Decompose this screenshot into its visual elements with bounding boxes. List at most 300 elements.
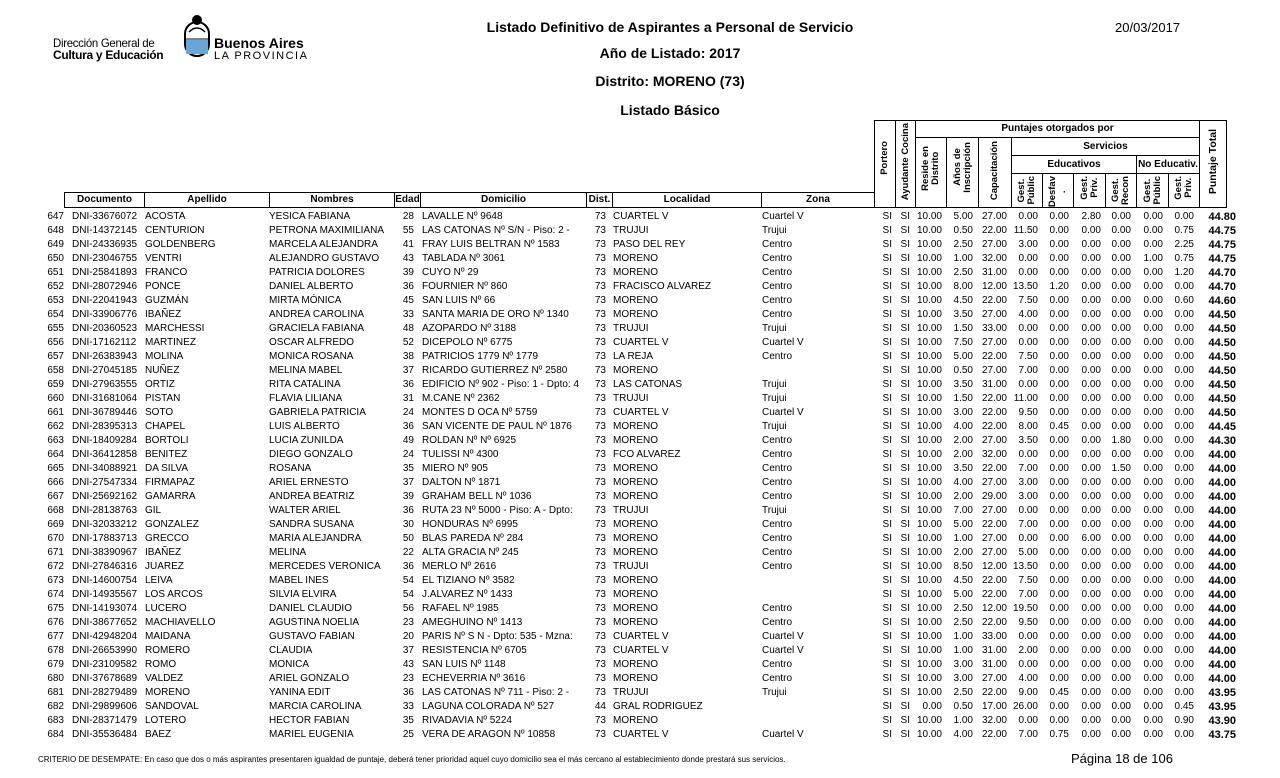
cell-nombres: HECTOR FABIAN	[269, 715, 350, 726]
cell-portero: SI	[882, 253, 892, 264]
cell-reside: 10.00	[916, 393, 942, 404]
cell-capacitacion: 32.00	[981, 253, 1007, 264]
col-gest-recon: Gest. Recon	[1105, 173, 1137, 208]
cell-documento: DNI-24336935	[72, 239, 138, 250]
cell-ayudante: SI	[900, 323, 910, 334]
cell-apellido: CENTURION	[145, 225, 205, 236]
cell-anios: 5.00	[953, 351, 973, 362]
cell-portero: SI	[882, 239, 892, 250]
row-index: 655	[47, 323, 64, 334]
cell-dist: 73	[594, 617, 606, 628]
cell-portero: SI	[882, 477, 892, 488]
cell-domicilio: SAN VICENTE DE PAUL Nº 1876	[422, 421, 572, 432]
cell-nombres: MARCIA CAROLINA	[269, 701, 362, 712]
cell-gest-public: 3.00	[1018, 477, 1038, 488]
cell-anios: 0.50	[953, 225, 973, 236]
cell-puntaje-total: 44.75	[1208, 253, 1236, 265]
cell-reside: 10.00	[916, 407, 942, 418]
cell-documento: DNI-28371479	[72, 715, 138, 726]
cell-puntaje-total: 44.00	[1208, 617, 1236, 629]
cell-gest-priv: 0.00	[1081, 295, 1101, 306]
cell-documento: DNI-20360523	[72, 323, 138, 334]
cell-gest-priv2: 0.45	[1174, 701, 1194, 712]
cell-documento: DNI-28138763	[72, 505, 138, 516]
cell-edad: 25	[402, 729, 414, 740]
cell-domicilio: RUTA 23 Nº 5000 - Piso: A - Dpto:	[422, 505, 573, 516]
cell-reside: 10.00	[916, 225, 942, 236]
cell-reside: 10.00	[916, 253, 942, 264]
cell-domicilio: VERA DE ARAGON Nº 10858	[422, 729, 556, 740]
col-educativos: Educativos	[1011, 155, 1137, 174]
cell-documento: DNI-27963555	[72, 379, 138, 390]
cell-domicilio: J.ALVAREZ Nº 1433	[422, 589, 513, 600]
cell-anios: 2.00	[953, 491, 973, 502]
cell-nombres: LUIS ALBERTO	[269, 421, 340, 432]
cell-desfav: 0.45	[1049, 421, 1069, 432]
cell-reside: 10.00	[916, 211, 942, 222]
cell-zona: Centro	[762, 239, 793, 250]
cell-edad: 31	[402, 393, 414, 404]
cell-apellido: SOTO	[145, 407, 174, 418]
table-row	[44, 518, 1244, 532]
cell-edad: 22	[402, 547, 414, 558]
cell-nombres: ANDREA CAROLINA	[269, 309, 365, 320]
cell-anios: 4.00	[953, 729, 973, 740]
cell-ayudante: SI	[900, 561, 910, 572]
row-index: 682	[47, 701, 64, 712]
cell-documento: DNI-27045185	[72, 365, 138, 376]
cell-anios: 1.00	[953, 253, 973, 264]
cell-apellido: MORENO	[145, 687, 190, 698]
cell-gest-public: 9.00	[1018, 687, 1038, 698]
cell-portero: SI	[882, 267, 892, 278]
cell-reside: 10.00	[916, 519, 942, 530]
cell-dist: 73	[594, 393, 606, 404]
cell-reside: 10.00	[916, 617, 942, 628]
cell-gest-public: 8.00	[1018, 421, 1038, 432]
cell-gest-public2: 0.00	[1143, 673, 1163, 684]
cell-capacitacion: 12.00	[981, 561, 1007, 572]
cell-gest-public2: 0.00	[1143, 729, 1163, 740]
cell-anios: 1.00	[953, 631, 973, 642]
cell-desfav: 0.00	[1049, 337, 1069, 348]
cell-ayudante: SI	[900, 463, 910, 474]
cell-domicilio: LAS CATONAS Nº S/N - Piso: 2 -	[422, 225, 570, 236]
table-row	[44, 658, 1244, 672]
cell-portero: SI	[882, 519, 892, 530]
cell-apellido: ROMERO	[145, 645, 190, 656]
cell-apellido: BAEZ	[145, 729, 172, 740]
province-sub: LA PROVINCIA	[214, 50, 309, 62]
cell-documento: DNI-36789446	[72, 407, 138, 418]
cell-documento: DNI-31681064	[72, 393, 138, 404]
cell-apellido: GOLDENBERG	[145, 239, 216, 250]
table-row	[44, 434, 1244, 448]
cell-portero: SI	[882, 379, 892, 390]
cell-puntaje-total: 44.60	[1208, 295, 1236, 307]
table-row	[44, 266, 1244, 280]
cell-gest-priv2: 0.00	[1174, 449, 1194, 460]
cell-gest-priv2: 0.75	[1174, 253, 1194, 264]
cell-domicilio: SAN LUIS Nº 1148	[422, 659, 506, 670]
cell-gest-priv2: 0.00	[1174, 435, 1194, 446]
cell-zona: Cuartel V	[762, 729, 804, 740]
cell-desfav: 0.00	[1049, 505, 1069, 516]
row-index: 656	[47, 337, 64, 348]
date: 20/03/2017	[1115, 20, 1181, 35]
cell-gest-recon: 0.00	[1111, 393, 1131, 404]
cell-reside: 10.00	[916, 449, 942, 460]
cell-desfav: 0.00	[1049, 463, 1069, 474]
cell-gest-recon: 0.00	[1111, 673, 1131, 684]
cell-domicilio: CUYO Nº 29	[422, 267, 479, 278]
cell-edad: 48	[402, 323, 414, 334]
cell-zona: Trujui	[762, 323, 787, 334]
cell-portero: SI	[882, 631, 892, 642]
cell-capacitacion: 32.00	[981, 449, 1007, 460]
cell-desfav: 0.00	[1049, 239, 1069, 250]
cell-gest-public2: 0.00	[1143, 267, 1163, 278]
cell-anios: 2.50	[953, 687, 973, 698]
row-index: 667	[47, 491, 64, 502]
cell-reside: 10.00	[916, 673, 942, 684]
cell-portero: SI	[882, 393, 892, 404]
cell-reside: 10.00	[916, 281, 942, 292]
cell-puntaje-total: 44.75	[1208, 239, 1236, 251]
cell-dist: 73	[594, 351, 606, 362]
cell-dist: 73	[594, 659, 606, 670]
cell-capacitacion: 27.00	[981, 673, 1007, 684]
cell-localidad: MORENO	[613, 309, 658, 320]
cell-gest-priv: 0.00	[1081, 603, 1101, 614]
cell-reside: 10.00	[916, 491, 942, 502]
table-row	[44, 644, 1244, 658]
cell-gest-recon: 0.00	[1111, 407, 1131, 418]
cell-gest-priv: 0.00	[1081, 491, 1101, 502]
cell-dist: 73	[594, 253, 606, 264]
cell-gest-priv: 0.00	[1081, 365, 1101, 376]
cell-zona: Centro	[762, 463, 793, 474]
cell-dist: 73	[594, 519, 606, 530]
cell-gest-recon: 0.00	[1111, 715, 1131, 726]
cell-ayudante: SI	[900, 393, 910, 404]
cell-domicilio: LAVALLE Nº 9648	[422, 211, 503, 222]
cell-nombres: MABEL INES	[269, 575, 329, 586]
cell-apellido: MAIDANA	[145, 631, 191, 642]
cell-gest-public2: 0.00	[1143, 239, 1163, 250]
cell-gest-public2: 0.00	[1143, 295, 1163, 306]
cell-capacitacion: 22.00	[981, 729, 1007, 740]
cell-gest-public2: 0.00	[1143, 617, 1163, 628]
col-edad: Edad	[394, 192, 421, 208]
cell-dist: 73	[594, 239, 606, 250]
cell-nombres: FLAVIA LILIANA	[269, 393, 343, 404]
cell-gest-priv2: 0.00	[1174, 617, 1194, 628]
cell-domicilio: MONTES D OCA Nº 5759	[422, 407, 538, 418]
cell-zona: Cuartel V	[762, 645, 804, 656]
table-row	[44, 546, 1244, 560]
cell-nombres: DIEGO GONZALO	[269, 449, 353, 460]
cell-edad: 39	[402, 267, 414, 278]
col-anios: Años de Inscripción	[946, 137, 979, 208]
cell-nombres: MONICA	[269, 659, 309, 670]
cell-capacitacion: 22.00	[981, 519, 1007, 530]
cell-edad: 36	[402, 379, 414, 390]
cell-nombres: AGUSTINA NOELIA	[269, 617, 360, 628]
cell-gest-priv2: 0.00	[1174, 505, 1194, 516]
cell-documento: DNI-18409284	[72, 435, 138, 446]
cell-reside: 10.00	[916, 729, 942, 740]
table-row	[44, 224, 1244, 238]
row-index: 675	[47, 603, 64, 614]
cell-gest-priv2: 0.00	[1174, 421, 1194, 432]
cell-gest-public: 3.00	[1018, 239, 1038, 250]
cell-edad: 49	[402, 435, 414, 446]
cell-documento: DNI-25692162	[72, 491, 138, 502]
cell-desfav: 0.00	[1049, 435, 1069, 446]
cell-localidad: MORENO	[613, 267, 658, 278]
cell-ayudante: SI	[900, 673, 910, 684]
table-row	[44, 588, 1244, 602]
cell-apellido: GONZALEZ	[145, 519, 199, 530]
cell-nombres: DANIEL ALBERTO	[269, 281, 354, 292]
row-index: 665	[47, 463, 64, 474]
cell-desfav: 0.00	[1049, 575, 1069, 586]
row-index: 650	[47, 253, 64, 264]
cell-ayudante: SI	[900, 421, 910, 432]
cell-zona: Centro	[762, 295, 793, 306]
cell-documento: DNI-29899606	[72, 701, 138, 712]
cell-gest-recon: 0.00	[1111, 645, 1131, 656]
cell-domicilio: GRAHAM BELL Nº 1036	[422, 491, 532, 502]
cell-zona: Centro	[762, 253, 793, 264]
cell-anios: 2.00	[953, 435, 973, 446]
cell-desfav: 0.00	[1049, 631, 1069, 642]
cell-domicilio: M.CANE Nº 2362	[422, 393, 500, 404]
cell-gest-public2: 0.00	[1143, 715, 1163, 726]
cell-domicilio: EDIFICIO Nº 902 - Piso: 1 - Dpto: 4	[422, 379, 580, 390]
cell-zona: Centro	[762, 435, 793, 446]
cell-localidad: MORENO	[613, 603, 658, 614]
cell-portero: SI	[882, 603, 892, 614]
cell-gest-public2: 0.00	[1143, 309, 1163, 320]
cell-anios: 4.00	[953, 477, 973, 488]
cell-anios: 0.50	[953, 701, 973, 712]
cell-reside: 0.00	[922, 701, 942, 712]
cell-gest-recon: 0.00	[1111, 603, 1131, 614]
cell-ayudante: SI	[900, 603, 910, 614]
cell-zona: Cuartel V	[762, 407, 804, 418]
cell-apellido: VENTRI	[145, 253, 182, 264]
cell-localidad: MORENO	[613, 421, 658, 432]
cell-apellido: FRANCO	[145, 267, 188, 278]
cell-documento: DNI-28395313	[72, 421, 138, 432]
cell-gest-priv: 0.00	[1081, 281, 1101, 292]
cell-gest-priv: 0.00	[1081, 323, 1101, 334]
cell-gest-recon: 0.00	[1111, 253, 1131, 264]
cell-nombres: CLAUDIA	[269, 645, 313, 656]
cell-capacitacion: 32.00	[981, 715, 1007, 726]
cell-gest-priv: 0.00	[1081, 701, 1101, 712]
cell-gest-recon: 1.50	[1111, 463, 1131, 474]
cell-gest-priv2: 0.90	[1174, 715, 1194, 726]
cell-portero: SI	[882, 715, 892, 726]
cell-localidad: TRUJUI	[613, 687, 649, 698]
cell-gest-recon: 0.00	[1111, 687, 1131, 698]
cell-apellido: MACHIAVELLO	[145, 617, 216, 628]
cell-capacitacion: 27.00	[981, 239, 1007, 250]
cell-portero: SI	[882, 449, 892, 460]
cell-anios: 7.00	[953, 505, 973, 516]
cell-edad: 35	[402, 715, 414, 726]
cell-gest-priv2: 0.00	[1174, 337, 1194, 348]
cell-nombres: DANIEL CLAUDIO	[269, 603, 352, 614]
cell-ayudante: SI	[900, 575, 910, 586]
cell-portero: SI	[882, 435, 892, 446]
cell-puntaje-total: 44.00	[1208, 645, 1236, 657]
cell-gest-priv: 6.00	[1081, 533, 1101, 544]
cell-anios: 1.50	[953, 393, 973, 404]
cell-gest-priv: 0.00	[1081, 505, 1101, 516]
cell-portero: SI	[882, 659, 892, 670]
cell-anios: 3.00	[953, 659, 973, 670]
cell-zona: Centro	[762, 491, 793, 502]
cell-localidad: MORENO	[613, 659, 658, 670]
cell-puntaje-total: 44.70	[1208, 267, 1236, 279]
row-index: 654	[47, 309, 64, 320]
cell-zona: Centro	[762, 673, 793, 684]
cell-nombres: WALTER ARIEL	[269, 505, 341, 516]
cell-domicilio: RIVADAVIA Nº 5224	[422, 715, 512, 726]
page-title: Listado Definitivo de Aspirantes a Personal de Servicio	[486, 19, 854, 35]
cell-apellido: JUAREZ	[145, 561, 184, 572]
cell-puntaje-total: 44.00	[1208, 533, 1236, 545]
cell-apellido: MOLINA	[145, 351, 184, 362]
cell-capacitacion: 22.00	[981, 225, 1007, 236]
cell-reside: 10.00	[916, 505, 942, 516]
cell-desfav: 0.00	[1049, 715, 1069, 726]
cell-puntaje-total: 44.00	[1208, 547, 1236, 559]
cell-puntaje-total: 44.00	[1208, 631, 1236, 643]
cell-gest-recon: 0.00	[1111, 729, 1131, 740]
cell-dist: 73	[594, 491, 606, 502]
cell-gest-recon: 0.00	[1111, 281, 1131, 292]
cell-nombres: ANDREA BEATRIZ	[269, 491, 355, 502]
cell-reside: 10.00	[916, 239, 942, 250]
cell-portero: SI	[882, 547, 892, 558]
cell-gest-priv: 0.00	[1081, 673, 1101, 684]
cell-domicilio: LAGUNA COLORADA Nº 527	[422, 701, 555, 712]
cell-gest-priv: 0.00	[1081, 575, 1101, 586]
cell-edad: 37	[402, 477, 414, 488]
cell-gest-priv2: 0.75	[1174, 225, 1194, 236]
row-index: 653	[47, 295, 64, 306]
cell-ayudante: SI	[900, 211, 910, 222]
cell-gest-public2: 0.00	[1143, 225, 1163, 236]
cell-desfav: 0.75	[1049, 729, 1069, 740]
cell-gest-priv2: 0.00	[1174, 477, 1194, 488]
cell-gest-priv2: 0.00	[1174, 309, 1194, 320]
cell-edad: 36	[402, 505, 414, 516]
cell-nombres: PETRONA MAXIMILIANA	[269, 225, 385, 236]
col-localidad: Localidad	[612, 192, 762, 208]
table-row	[44, 280, 1244, 294]
cell-dist: 73	[594, 323, 606, 334]
table-row	[44, 714, 1244, 728]
cell-anios: 3.00	[953, 673, 973, 684]
cell-ayudante: SI	[900, 659, 910, 670]
cell-localidad: TRUJUI	[613, 505, 649, 516]
cell-gest-recon: 0.00	[1111, 617, 1131, 628]
cell-portero: SI	[882, 211, 892, 222]
cell-gest-public: 0.00	[1018, 211, 1038, 222]
cell-localidad: CUARTEL V	[613, 631, 669, 642]
cell-capacitacion: 27.00	[981, 477, 1007, 488]
col-domicilio: Domicilio	[420, 192, 587, 208]
cell-dist: 44	[594, 701, 606, 712]
cell-nombres: MARIA ALEJANDRA	[269, 533, 362, 544]
cell-portero: SI	[882, 673, 892, 684]
cell-desfav: 0.00	[1049, 561, 1069, 572]
cell-capacitacion: 33.00	[981, 323, 1007, 334]
cell-dist: 73	[594, 715, 606, 726]
cell-apellido: LEIVA	[145, 575, 173, 586]
cell-portero: SI	[882, 421, 892, 432]
cell-dist: 73	[594, 449, 606, 460]
col-documento: Documento	[64, 192, 145, 208]
cell-portero: SI	[882, 309, 892, 320]
cell-puntaje-total: 43.95	[1208, 701, 1236, 713]
cell-zona: Trujui	[762, 687, 787, 698]
cell-ayudante: SI	[900, 477, 910, 488]
cell-localidad: MORENO	[613, 589, 658, 600]
cell-documento: DNI-37678689	[72, 673, 138, 684]
cell-gest-priv: 0.00	[1081, 715, 1101, 726]
cell-capacitacion: 22.00	[981, 393, 1007, 404]
table-row	[44, 560, 1244, 574]
listing-type: Listado Básico	[620, 102, 720, 118]
cell-portero: SI	[882, 729, 892, 740]
row-index: 677	[47, 631, 64, 642]
cell-ayudante: SI	[900, 379, 910, 390]
cell-portero: SI	[882, 337, 892, 348]
cell-documento: DNI-22041943	[72, 295, 138, 306]
cell-gest-priv: 0.00	[1081, 435, 1101, 446]
cell-gest-public: 0.00	[1018, 659, 1038, 670]
cell-dist: 73	[594, 533, 606, 544]
cell-edad: 43	[402, 659, 414, 670]
cell-gest-recon: 0.00	[1111, 519, 1131, 530]
cell-anios: 1.00	[953, 533, 973, 544]
cell-anios: 1.00	[953, 645, 973, 656]
cell-gest-recon: 0.00	[1111, 211, 1131, 222]
cell-nombres: OSCAR ALFREDO	[269, 337, 355, 348]
col-portero: Portero	[874, 120, 896, 208]
cell-nombres: MIRTA MÓNICA	[269, 295, 342, 306]
cell-documento: DNI-14600754	[72, 575, 138, 586]
cell-nombres: GUSTAVO FABIAN	[269, 631, 355, 642]
table-row	[44, 322, 1244, 336]
row-index: 663	[47, 435, 64, 446]
cell-gest-recon: 0.00	[1111, 533, 1131, 544]
table-row	[44, 392, 1244, 406]
cell-documento: DNI-33906776	[72, 309, 138, 320]
cell-documento: DNI-34088921	[72, 463, 138, 474]
cell-domicilio: HONDURAS Nº 6995	[422, 519, 518, 530]
cell-puntaje-total: 44.80	[1208, 211, 1236, 223]
cell-portero: SI	[882, 323, 892, 334]
cell-localidad: CUARTEL V	[613, 645, 669, 656]
